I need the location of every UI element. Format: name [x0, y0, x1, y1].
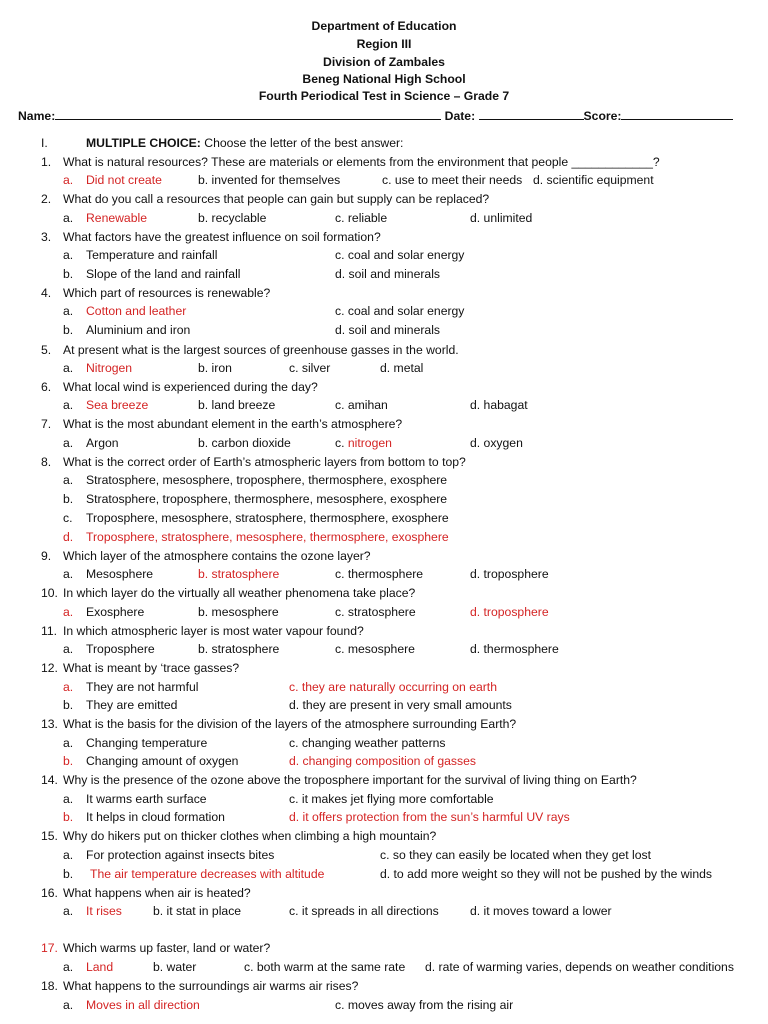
q9-option-d: d. troposphere	[470, 567, 549, 581]
q3-number: 3.	[41, 230, 52, 244]
q13-option-a-letter: a.	[63, 736, 74, 750]
q4-number: 4.	[41, 286, 52, 300]
q5-option-a-letter: a.	[63, 361, 74, 375]
q17-option-c: c. both warm at the same rate	[244, 960, 406, 974]
q15-option-a-letter: a.	[63, 848, 74, 862]
q8-number: 8.	[41, 455, 52, 469]
header-region: Region III	[356, 37, 412, 51]
q8-option-b: Stratosphere, troposphere, thermosphere, mesosphere, exosphere	[86, 492, 448, 506]
q7-option-c	[335, 436, 392, 451]
q14-option-a: It warms earth surface	[86, 792, 207, 806]
q7-option-b: b. carbon dioxide	[198, 436, 291, 450]
q5-option-d: d. metal	[380, 361, 424, 375]
q2-question: What do you call a resources that people can gain but supply can be replaced?	[63, 192, 490, 206]
name-field[interactable]	[18, 107, 733, 124]
q12-option-b: They are emitted	[86, 698, 178, 712]
q9-question: Which layer of the atmosphere contains the ozone layer?	[63, 549, 371, 563]
q9-option-c: c. thermosphere	[335, 567, 424, 581]
q3-option-a-letter: a.	[63, 248, 74, 262]
q13-option-d: d. changing composition of gasses	[289, 754, 476, 768]
q7-option-a: Argon	[86, 436, 119, 450]
q11-option-a: Troposphere	[86, 642, 155, 656]
q6-number: 6.	[41, 380, 52, 394]
header-school: Beneg National High School	[302, 72, 466, 86]
q10-option-a-letter: a.	[63, 605, 74, 619]
header-department: Department of Education	[311, 19, 457, 33]
q12-option-a: They are not harmful	[86, 680, 199, 694]
q16-option-b: b. it stat in place	[153, 904, 242, 918]
q8-option-b-letter: b.	[63, 492, 74, 506]
q13-option-b: Changing amount of oxygen	[86, 754, 239, 768]
q2-option-a: Renewable	[86, 211, 147, 225]
q1-number: 1.	[41, 155, 52, 169]
q4-option-b: Aluminium and iron	[86, 323, 191, 337]
q13-option-b-letter: b.	[63, 754, 74, 768]
q3-option-a: Temperature and rainfall	[86, 248, 218, 262]
q12-option-d: d. they are present in very small amounts	[289, 698, 512, 712]
q3-option-b: Slope of the land and rainfall	[86, 267, 241, 281]
q5-number: 5.	[41, 343, 52, 357]
q11-option-b: b. stratosphere	[198, 642, 280, 656]
q10-option-d: d. troposphere	[470, 605, 549, 619]
q16-option-c: c. it spreads in all directions	[289, 904, 439, 918]
q6-question: What local wind is experienced during the day?	[63, 380, 318, 394]
q5-option-a: Nitrogen	[86, 361, 133, 375]
q18-option-a: Moves in all direction	[86, 998, 200, 1012]
q14-option-b-letter: b.	[63, 810, 74, 824]
score-label: Score:	[583, 109, 622, 123]
q17-option-a-letter: a.	[63, 960, 74, 974]
header-division: Division of Zambales	[323, 55, 445, 69]
q5-option-b: b. iron	[198, 361, 232, 375]
q1-option-d: d. scientific equipment	[533, 173, 654, 187]
header-test-title: Fourth Periodical Test in Science – Grade 7	[258, 89, 510, 103]
q5-question: At present what is the largest sources of greenhouse gasses in the world.	[63, 343, 459, 357]
date-blank[interactable]	[479, 107, 584, 120]
q18-option-c: c. moves away from the rising air	[335, 998, 514, 1012]
q17-option-d: d. rate of warming varies, depends on weather conditions	[425, 960, 734, 974]
q13-option-a: Changing temperature	[86, 736, 208, 750]
q8-question: What is the correct order of Earth’s atmospheric layers from bottom to top?	[63, 455, 466, 469]
q11-option-a-letter: a.	[63, 642, 74, 656]
q4-option-a-letter: a.	[63, 304, 74, 318]
q14-question: Why is the presence of the ozone above the troposphere important for the survival of living thing on Earth?	[63, 773, 637, 787]
q2-option-a-letter: a.	[63, 211, 74, 225]
q3-option-b-letter: b.	[63, 267, 74, 281]
q4-question: Which part of resources is renewable?	[63, 286, 271, 300]
q10-option-b: b. mesosphere	[198, 605, 279, 619]
q10-number: 10.	[41, 586, 58, 600]
q2-option-b: b. recyclable	[198, 211, 267, 225]
q15-option-a: For protection against insects bites	[86, 848, 275, 862]
q7-number: 7.	[41, 417, 52, 431]
q11-option-d: d. thermosphere	[470, 642, 559, 656]
q16-question: What happens when air is heated?	[63, 886, 251, 900]
q11-number: 11.	[41, 624, 58, 638]
q3-question: What factors have the greatest influence on soil formation?	[63, 230, 381, 244]
q15-option-b: The air temperature decreases with altitude	[90, 867, 325, 881]
q12-option-b-letter: b.	[63, 698, 74, 712]
q1-option-c: c. use to meet their needs	[382, 173, 523, 187]
section-instructions: Choose the letter of the best answer:	[204, 136, 404, 150]
q3-option-c: c. coal and solar energy	[335, 248, 465, 262]
q6-option-d: d. habagat	[470, 398, 528, 412]
q2-option-c: c. reliable	[335, 211, 388, 225]
q15-question: Why do hikers put on thicker clothes when climbing a high mountain?	[63, 829, 437, 843]
q6-option-c: c. amihan	[335, 398, 388, 412]
q1-question: What is natural resources? These are materials or elements from the environment that people ____________?	[63, 155, 660, 169]
q8-option-a-letter: a.	[63, 473, 74, 487]
q8-option-a: Stratosphere, mesosphere, troposphere, thermosphere, exosphere	[86, 473, 448, 487]
q9-number: 9.	[41, 549, 52, 563]
q8-option-d: Troposphere, stratosphere, mesosphere, thermosphere, exosphere	[86, 530, 449, 544]
q7-question: What is the most abundant element in the earth’s atmosphere?	[63, 417, 403, 431]
q10-option-a: Exosphere	[86, 605, 145, 619]
q9-option-a-letter: a.	[63, 567, 74, 581]
q18-question: What happens to the surroundings air warms air rises?	[63, 979, 359, 993]
q4-option-a: Cotton and leather	[86, 304, 187, 318]
q9-option-a: Mesosphere	[86, 567, 154, 581]
name-label: Name:	[18, 109, 56, 123]
q8-option-c-letter: c.	[63, 511, 73, 525]
q8-option-c: Troposphere, mesosphere, stratosphere, thermosphere, exosphere	[86, 511, 449, 525]
name-blank[interactable]	[55, 107, 441, 120]
q18-option-a-letter: a.	[63, 998, 74, 1012]
q12-question: What is meant by ‘trace gasses?	[63, 661, 240, 675]
q3-option-d: d. soil and minerals	[335, 267, 440, 281]
q4-option-b-letter: b.	[63, 323, 74, 337]
q14-option-a-letter: a.	[63, 792, 74, 806]
q9-option-b: b. stratosphere	[198, 567, 280, 581]
q7-option-c-letter: c.	[335, 436, 345, 450]
q16-option-a: It rises	[86, 904, 122, 918]
q18-number: 18.	[41, 979, 58, 993]
q17-question: Which warms up faster, land or water?	[63, 941, 271, 955]
q15-option-d: d. to add more weight so they will not be pushed by the winds	[380, 867, 712, 881]
section-heading	[86, 136, 403, 151]
q15-number: 15.	[41, 829, 58, 843]
q2-option-d: d. unlimited	[470, 211, 533, 225]
q4-option-c: c. coal and solar energy	[335, 304, 465, 318]
q15-option-c: c. so they can easily be located when they get lost	[380, 848, 651, 862]
q6-option-a-letter: a.	[63, 398, 74, 412]
q10-question: In which layer do the virtually all weather phenomena take place?	[63, 586, 416, 600]
q16-number: 16.	[41, 886, 58, 900]
q7-option-a-letter: a.	[63, 436, 74, 450]
q1-option-a: Did not create	[86, 173, 162, 187]
q14-option-c: c. it makes jet flying more comfortable	[289, 792, 494, 806]
q16-option-a-letter: a.	[63, 904, 74, 918]
q11-question: In which atmospheric layer is most water vapour found?	[63, 624, 364, 638]
q1-option-a-letter: a.	[63, 173, 74, 187]
q17-number: 17.	[41, 941, 58, 955]
q12-option-a-letter: a.	[63, 680, 74, 694]
q13-number: 13.	[41, 717, 58, 731]
q8-option-d-letter: d.	[63, 530, 74, 544]
q1-option-b: b. invented for themselves	[198, 173, 341, 187]
section-title: MULTIPLE CHOICE:	[86, 136, 201, 150]
q4-option-d: d. soil and minerals	[335, 323, 440, 337]
q17-option-a: Land	[86, 960, 114, 974]
q13-question: What is the basis for the division of the layers of the atmosphere surrounding Earth?	[63, 717, 517, 731]
q13-option-c: c. changing weather patterns	[289, 736, 446, 750]
q10-option-c: c. stratosphere	[335, 605, 416, 619]
date-label: Date:	[444, 109, 476, 123]
q16-option-d: d. it moves toward a lower	[470, 904, 612, 918]
q6-option-a: Sea breeze	[86, 398, 149, 412]
q14-number: 14.	[41, 773, 58, 787]
q14-option-d: d. it offers protection from the sun’s harmful UV rays	[289, 810, 570, 824]
q12-option-c: c. they are naturally occurring on earth	[289, 680, 497, 694]
q11-option-c: c. mesosphere	[335, 642, 415, 656]
q15-option-b-letter: b.	[63, 867, 74, 881]
q14-option-b: It helps in cloud formation	[86, 810, 225, 824]
section-number: I.	[41, 136, 48, 150]
q7-option-c-text: nitrogen	[347, 436, 392, 450]
q12-number: 12.	[41, 661, 58, 675]
score-blank[interactable]	[621, 107, 733, 120]
q7-option-d: d. oxygen	[470, 436, 523, 450]
q2-number: 2.	[41, 192, 52, 206]
q6-option-b: b. land breeze	[198, 398, 276, 412]
q17-option-b: b. water	[153, 960, 197, 974]
q5-option-c: c. silver	[289, 361, 331, 375]
